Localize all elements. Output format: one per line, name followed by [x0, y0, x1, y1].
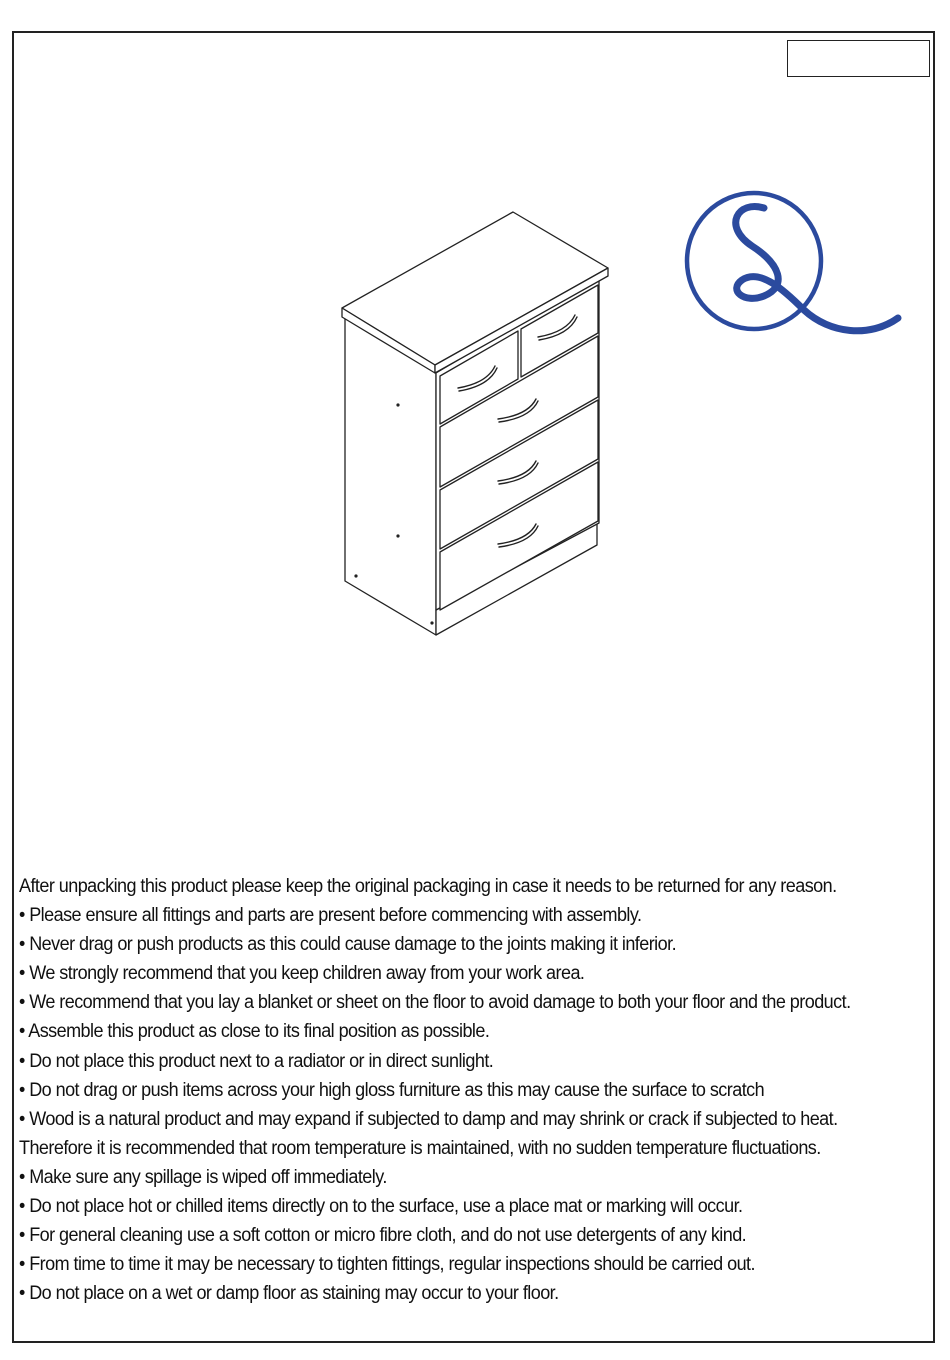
list-item: • Do not place hot or chilled items directly on to the surface, use a place mat or marking will occur.: [19, 1195, 743, 1218]
list-item: • Make sure any spillage is wiped off immediately.: [19, 1165, 387, 1188]
list-item: • Do not drag or push items across your high gloss furniture as this may cause the surface to scratch: [19, 1078, 765, 1101]
list-item: • Do not place on a wet or damp floor as staining may occur to your floor.: [19, 1282, 559, 1305]
list-item: • For general cleaning use a soft cotton or micro fibre cloth, and do not use detergents of any kind.: [19, 1224, 747, 1247]
intro-text: After unpacking this product please keep the original packaging in case it needs to be returned for any reason.: [19, 875, 837, 897]
product-code-box: [787, 40, 930, 77]
list-item: Therefore it is recommended that room temperature is maintained, with no sudden temperature fluctuations.: [19, 1136, 821, 1159]
list-item: • Wood is a natural product and may expand if subjected to damp and may shrink or crack if subjected to heat.: [19, 1107, 838, 1130]
list-item: • We strongly recommend that you keep children away from your work area.: [19, 962, 585, 985]
chest-of-drawers-icon: [335, 205, 620, 645]
list-item: • Never drag or push products as this could cause damage to the joints making it inferior.: [19, 933, 677, 956]
list-item: • Please ensure all fittings and parts are present before commencing with assembly.: [19, 904, 642, 927]
care-instructions: [19, 872, 860, 1308]
list-item: • We recommend that you lay a blanket or sheet on the floor to avoid damage to both your floor and the product.: [19, 991, 851, 1014]
list-item: • From time to time it may be necessary to tighten fittings, regular inspections should be carried out.: [19, 1253, 755, 1276]
list-item: • Do not place this product next to a radiator or in direct sunlight.: [19, 1049, 494, 1072]
s-swirl-logo-icon: [680, 186, 910, 338]
list-item: • Assemble this product as close to its final position as possible.: [19, 1020, 490, 1043]
